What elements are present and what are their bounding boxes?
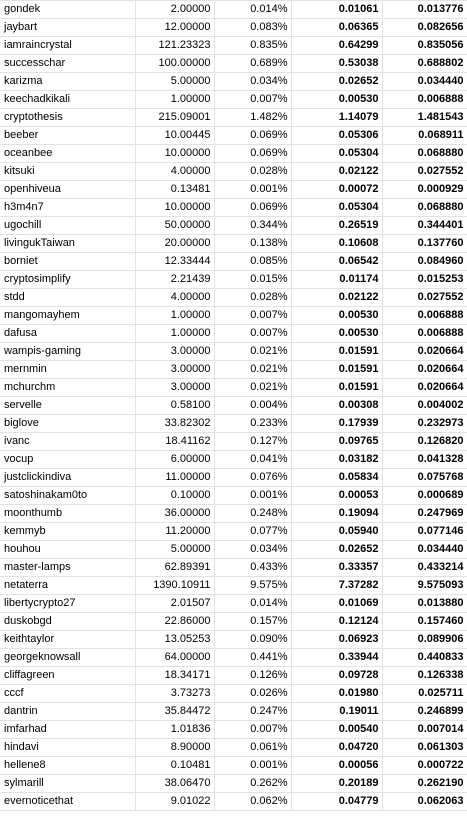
table-row	[0, 667, 467, 685]
cell-share[interactable]: 0.03182	[291, 451, 382, 469]
cell-percent[interactable]: 0.689%	[214, 55, 291, 73]
cell-percent[interactable]: 0.835%	[214, 37, 291, 55]
cell-share[interactable]: 0.01069	[291, 595, 382, 613]
cell-share-precise[interactable]: 0.433214	[382, 559, 467, 577]
cell-share-precise[interactable]: 0.126820	[382, 433, 467, 451]
cell-share-precise[interactable]: 0.835056	[382, 37, 467, 55]
cell-percent[interactable]: 0.077%	[214, 523, 291, 541]
cell-percent[interactable]: 0.247%	[214, 703, 291, 721]
cell-amount[interactable]: 0.10481	[135, 757, 214, 775]
cell-amount[interactable]: 1.00000	[135, 307, 214, 325]
cell-account[interactable]: keechadkikali	[0, 91, 135, 109]
table-row	[0, 289, 467, 307]
cell-amount[interactable]: 2.01507	[135, 595, 214, 613]
cell-account[interactable]: openhiveua	[0, 181, 135, 199]
cell-account[interactable]: moonthumb	[0, 505, 135, 523]
cell-amount[interactable]: 35.84472	[135, 703, 214, 721]
cell-percent[interactable]: 0.248%	[214, 505, 291, 523]
cell-percent[interactable]: 0.007%	[214, 307, 291, 325]
cell-share[interactable]: 0.05304	[291, 145, 382, 163]
cell-amount[interactable]: 1390.10911	[135, 577, 214, 595]
cell-amount[interactable]: 20.00000	[135, 235, 214, 253]
table-row	[0, 343, 467, 361]
cell-amount[interactable]: 1.00000	[135, 325, 214, 343]
cell-share[interactable]: 0.04720	[291, 739, 382, 757]
cell-share-precise[interactable]: 0.344401	[382, 217, 467, 235]
cell-share[interactable]: 0.06923	[291, 631, 382, 649]
cell-account[interactable]: libertycrypto27	[0, 595, 135, 613]
cell-amount[interactable]: 6.00000	[135, 451, 214, 469]
cell-share-precise[interactable]: 0.006888	[382, 325, 467, 343]
cell-account[interactable]: jaybart	[0, 19, 135, 37]
cell-amount[interactable]: 3.00000	[135, 343, 214, 361]
cell-amount[interactable]: 50.00000	[135, 217, 214, 235]
table-row	[0, 379, 467, 397]
cell-share[interactable]: 0.02652	[291, 73, 382, 91]
table-row	[0, 649, 467, 667]
table-row	[0, 145, 467, 163]
cell-amount[interactable]: 3.73273	[135, 685, 214, 703]
cell-share-precise[interactable]: 0.007014	[382, 721, 467, 739]
cell-amount[interactable]: 3.00000	[135, 379, 214, 397]
cell-account[interactable]: duskobgd	[0, 613, 135, 631]
table-row	[0, 577, 467, 595]
table-row	[0, 397, 467, 415]
cell-percent[interactable]: 0.083%	[214, 19, 291, 37]
cell-share[interactable]: 0.26519	[291, 217, 382, 235]
cell-percent[interactable]: 0.138%	[214, 235, 291, 253]
cell-amount[interactable]: 4.00000	[135, 289, 214, 307]
cell-share[interactable]: 0.00308	[291, 397, 382, 415]
cell-share-precise[interactable]: 0.020664	[382, 379, 467, 397]
table-row	[0, 487, 467, 505]
cell-percent[interactable]: 9.575%	[214, 577, 291, 595]
table-row	[0, 757, 467, 775]
cell-percent[interactable]: 0.021%	[214, 379, 291, 397]
cell-share-precise[interactable]: 0.000722	[382, 757, 467, 775]
cell-account[interactable]: kemmyb	[0, 523, 135, 541]
cell-account[interactable]: biglove	[0, 415, 135, 433]
table-row	[0, 469, 467, 487]
cell-amount[interactable]: 64.00000	[135, 649, 214, 667]
cell-percent[interactable]: 0.344%	[214, 217, 291, 235]
cell-percent[interactable]: 0.021%	[214, 361, 291, 379]
cell-account[interactable]: netaterra	[0, 577, 135, 595]
cell-account[interactable]: hellene8	[0, 757, 135, 775]
cell-share-precise[interactable]: 0.006888	[382, 91, 467, 109]
cell-account[interactable]: imfarhad	[0, 721, 135, 739]
cell-share-precise[interactable]: 0.020664	[382, 343, 467, 361]
cell-amount[interactable]: 22.86000	[135, 613, 214, 631]
cell-account[interactable]: cliffagreen	[0, 667, 135, 685]
cell-amount[interactable]: 0.10000	[135, 487, 214, 505]
cell-share[interactable]: 0.02122	[291, 289, 382, 307]
cell-amount[interactable]: 10.00000	[135, 199, 214, 217]
table-row	[0, 595, 467, 613]
table-row	[0, 253, 467, 271]
cell-account[interactable]: karizma	[0, 73, 135, 91]
table-row	[0, 433, 467, 451]
cell-share[interactable]: 0.01591	[291, 361, 382, 379]
cell-share[interactable]: 0.01591	[291, 379, 382, 397]
cell-account[interactable]: mchurchm	[0, 379, 135, 397]
table-row	[0, 721, 467, 739]
cell-share[interactable]: 0.02652	[291, 541, 382, 559]
cell-amount[interactable]: 5.00000	[135, 541, 214, 559]
cell-share[interactable]: 0.19094	[291, 505, 382, 523]
cell-amount[interactable]: 121.23323	[135, 37, 214, 55]
cell-percent[interactable]: 0.041%	[214, 451, 291, 469]
table-row	[0, 325, 467, 343]
cell-share[interactable]: 0.53038	[291, 55, 382, 73]
cell-percent[interactable]: 0.007%	[214, 721, 291, 739]
cell-share[interactable]: 1.14079	[291, 109, 382, 127]
cell-percent[interactable]: 0.026%	[214, 685, 291, 703]
table-row	[0, 217, 467, 235]
cell-amount[interactable]: 0.13481	[135, 181, 214, 199]
cell-share-precise[interactable]: 0.068880	[382, 145, 467, 163]
cell-amount[interactable]: 1.01836	[135, 721, 214, 739]
cell-account[interactable]: servelle	[0, 397, 135, 415]
cell-percent[interactable]: 0.014%	[214, 595, 291, 613]
cell-amount[interactable]: 4.00000	[135, 163, 214, 181]
cell-share[interactable]: 0.09728	[291, 667, 382, 685]
cell-share-precise[interactable]: 0.157460	[382, 613, 467, 631]
cell-share-precise[interactable]: 0.246899	[382, 703, 467, 721]
cell-share[interactable]: 0.05306	[291, 127, 382, 145]
cell-share[interactable]: 0.10608	[291, 235, 382, 253]
cell-account[interactable]: georgeknowsall	[0, 649, 135, 667]
cell-account[interactable]: houhou	[0, 541, 135, 559]
cell-account[interactable]: mernmin	[0, 361, 135, 379]
cell-percent[interactable]: 0.007%	[214, 325, 291, 343]
cell-amount[interactable]: 11.00000	[135, 469, 214, 487]
cell-account[interactable]: cryptothesis	[0, 109, 135, 127]
cell-share[interactable]: 0.00540	[291, 721, 382, 739]
cell-amount[interactable]: 11.20000	[135, 523, 214, 541]
cell-share[interactable]: 0.02122	[291, 163, 382, 181]
table-row	[0, 451, 467, 469]
table-row	[0, 541, 467, 559]
cell-account[interactable]: sylmarill	[0, 775, 135, 793]
spreadsheet-body	[0, 1, 467, 811]
cell-percent[interactable]: 0.007%	[214, 91, 291, 109]
table-row	[0, 505, 467, 523]
table-row	[0, 703, 467, 721]
cell-share[interactable]: 0.00056	[291, 757, 382, 775]
cell-share-precise[interactable]: 0.020664	[382, 361, 467, 379]
table-row	[0, 307, 467, 325]
table-row	[0, 73, 467, 91]
cell-share[interactable]: 0.64299	[291, 37, 382, 55]
table-row	[0, 559, 467, 577]
cell-share-precise[interactable]: 0.232973	[382, 415, 467, 433]
cell-share-precise[interactable]: 0.000689	[382, 487, 467, 505]
cell-percent[interactable]: 0.126%	[214, 667, 291, 685]
cell-account[interactable]: evernoticethat	[0, 793, 135, 811]
cell-share[interactable]: 0.20189	[291, 775, 382, 793]
cell-account[interactable]: iamraincrystal	[0, 37, 135, 55]
table-row	[0, 235, 467, 253]
cell-share[interactable]: 0.19011	[291, 703, 382, 721]
table-row	[0, 1, 467, 19]
table-row	[0, 613, 467, 631]
cell-share-precise[interactable]: 0.027552	[382, 163, 467, 181]
cell-percent[interactable]: 0.028%	[214, 289, 291, 307]
cell-amount[interactable]: 33.82302	[135, 415, 214, 433]
cell-account[interactable]: dafusa	[0, 325, 135, 343]
cell-share-precise[interactable]: 0.126338	[382, 667, 467, 685]
cell-percent[interactable]: 0.061%	[214, 739, 291, 757]
cell-percent[interactable]: 0.062%	[214, 793, 291, 811]
cell-share[interactable]: 0.01980	[291, 685, 382, 703]
cell-share[interactable]: 0.33357	[291, 559, 382, 577]
cell-share[interactable]: 0.00530	[291, 325, 382, 343]
cell-share-precise[interactable]: 0.688802	[382, 55, 467, 73]
table-row	[0, 199, 467, 217]
cell-share-precise[interactable]: 0.015253	[382, 271, 467, 289]
cell-share-precise[interactable]: 0.247969	[382, 505, 467, 523]
table-row	[0, 361, 467, 379]
cell-share[interactable]: 0.01061	[291, 1, 382, 19]
cell-share-precise[interactable]: 0.075768	[382, 469, 467, 487]
table-row	[0, 37, 467, 55]
cell-account[interactable]: livingukTaiwan	[0, 235, 135, 253]
cell-percent[interactable]: 0.001%	[214, 487, 291, 505]
table-row	[0, 127, 467, 145]
cell-share[interactable]: 0.05940	[291, 523, 382, 541]
cell-share-precise[interactable]: 0.013776	[382, 1, 467, 19]
table-row	[0, 181, 467, 199]
table-row	[0, 271, 467, 289]
cell-amount[interactable]: 215.09001	[135, 109, 214, 127]
cell-share-precise[interactable]: 0.077146	[382, 523, 467, 541]
cell-amount[interactable]: 13.05253	[135, 631, 214, 649]
cell-account[interactable]: cccf	[0, 685, 135, 703]
cell-amount[interactable]: 18.41162	[135, 433, 214, 451]
cell-account[interactable]: stdd	[0, 289, 135, 307]
cell-account[interactable]: kitsuki	[0, 163, 135, 181]
cell-percent[interactable]: 0.076%	[214, 469, 291, 487]
table-row	[0, 91, 467, 109]
cell-amount[interactable]: 3.00000	[135, 361, 214, 379]
cell-amount[interactable]: 36.00000	[135, 505, 214, 523]
table-row	[0, 739, 467, 757]
cell-account[interactable]: cryptosimplify	[0, 271, 135, 289]
cell-account[interactable]: dantrin	[0, 703, 135, 721]
cell-percent[interactable]: 0.021%	[214, 343, 291, 361]
cell-percent[interactable]: 0.069%	[214, 145, 291, 163]
cell-share-precise[interactable]: 0.089906	[382, 631, 467, 649]
table-row	[0, 19, 467, 37]
cell-share[interactable]: 7.37282	[291, 577, 382, 595]
cell-percent[interactable]: 0.433%	[214, 559, 291, 577]
cell-share-precise[interactable]: 0.027552	[382, 289, 467, 307]
cell-amount[interactable]: 0.58100	[135, 397, 214, 415]
cell-account[interactable]: keithtaylor	[0, 631, 135, 649]
cell-account[interactable]: successchar	[0, 55, 135, 73]
cell-percent[interactable]: 0.127%	[214, 433, 291, 451]
cell-amount[interactable]: 100.00000	[135, 55, 214, 73]
table-row	[0, 793, 467, 811]
cell-share-precise[interactable]: 0.084960	[382, 253, 467, 271]
table-row	[0, 163, 467, 181]
cell-share[interactable]: 0.05834	[291, 469, 382, 487]
cell-share-precise[interactable]: 0.068880	[382, 199, 467, 217]
cell-percent[interactable]: 0.015%	[214, 271, 291, 289]
cell-account[interactable]: vocup	[0, 451, 135, 469]
cell-share-precise[interactable]: 0.034440	[382, 541, 467, 559]
cell-share-precise[interactable]: 0.137760	[382, 235, 467, 253]
cell-account[interactable]: wampis-gaming	[0, 343, 135, 361]
cell-share[interactable]: 0.05304	[291, 199, 382, 217]
cell-percent[interactable]: 0.034%	[214, 73, 291, 91]
table-row	[0, 631, 467, 649]
cell-amount[interactable]: 9.01022	[135, 793, 214, 811]
cell-amount[interactable]: 10.00445	[135, 127, 214, 145]
cell-share-precise[interactable]: 0.000929	[382, 181, 467, 199]
cell-percent[interactable]: 0.262%	[214, 775, 291, 793]
cell-share-precise[interactable]: 9.575093	[382, 577, 467, 595]
cell-amount[interactable]: 1.00000	[135, 91, 214, 109]
cell-account[interactable]: borniet	[0, 253, 135, 271]
cell-percent[interactable]: 0.157%	[214, 613, 291, 631]
cell-share-precise[interactable]: 0.006888	[382, 307, 467, 325]
cell-percent[interactable]: 0.034%	[214, 541, 291, 559]
cell-amount[interactable]: 12.33444	[135, 253, 214, 271]
cell-amount[interactable]: 18.34171	[135, 667, 214, 685]
cell-amount[interactable]: 8.90000	[135, 739, 214, 757]
cell-account[interactable]: ivanc	[0, 433, 135, 451]
cell-account[interactable]: ugochill	[0, 217, 135, 235]
cell-amount[interactable]: 12.00000	[135, 19, 214, 37]
cell-percent[interactable]: 0.090%	[214, 631, 291, 649]
cell-percent[interactable]: 0.441%	[214, 649, 291, 667]
cell-share-precise[interactable]: 0.004002	[382, 397, 467, 415]
cell-account[interactable]: oceanbee	[0, 145, 135, 163]
cell-share-precise[interactable]: 0.061303	[382, 739, 467, 757]
table-row	[0, 775, 467, 793]
table-row	[0, 55, 467, 73]
cell-share[interactable]: 0.12124	[291, 613, 382, 631]
cell-amount[interactable]: 5.00000	[135, 73, 214, 91]
cell-account[interactable]: h3m4n7	[0, 199, 135, 217]
cell-account[interactable]: satoshinakam0to	[0, 487, 135, 505]
cell-share[interactable]: 0.00530	[291, 91, 382, 109]
cell-share-precise[interactable]: 0.068911	[382, 127, 467, 145]
cell-account[interactable]: mangomayhem	[0, 307, 135, 325]
table-row	[0, 523, 467, 541]
table-row	[0, 685, 467, 703]
cell-amount[interactable]: 10.00000	[135, 145, 214, 163]
cell-percent[interactable]: 0.001%	[214, 757, 291, 775]
cell-share-precise[interactable]: 0.062063	[382, 793, 467, 811]
cell-amount[interactable]: 2.00000	[135, 1, 214, 19]
cell-amount[interactable]: 38.06470	[135, 775, 214, 793]
table-row	[0, 415, 467, 433]
cell-share-precise[interactable]: 0.025711	[382, 685, 467, 703]
cell-percent[interactable]: 0.069%	[214, 127, 291, 145]
cell-account[interactable]: justclickindiva	[0, 469, 135, 487]
cell-percent[interactable]: 0.014%	[214, 1, 291, 19]
cell-amount[interactable]: 62.89391	[135, 559, 214, 577]
cell-share[interactable]: 0.09765	[291, 433, 382, 451]
cell-share[interactable]: 0.01591	[291, 343, 382, 361]
cell-share[interactable]: 0.00053	[291, 487, 382, 505]
cell-share[interactable]: 0.06542	[291, 253, 382, 271]
cell-percent[interactable]: 0.028%	[214, 163, 291, 181]
cell-percent[interactable]: 0.001%	[214, 181, 291, 199]
cell-percent[interactable]: 0.233%	[214, 415, 291, 433]
cell-share[interactable]: 0.01174	[291, 271, 382, 289]
cell-share[interactable]: 0.00530	[291, 307, 382, 325]
cell-account[interactable]: beeber	[0, 127, 135, 145]
cell-share-precise[interactable]: 0.041328	[382, 451, 467, 469]
cell-share-precise[interactable]: 0.034440	[382, 73, 467, 91]
cell-share-precise[interactable]: 0.262190	[382, 775, 467, 793]
cell-share[interactable]: 0.06365	[291, 19, 382, 37]
table-row	[0, 109, 467, 127]
cell-account[interactable]: gondek	[0, 1, 135, 19]
cell-share-precise[interactable]: 0.440833	[382, 649, 467, 667]
cell-percent[interactable]: 0.004%	[214, 397, 291, 415]
cell-share[interactable]: 0.33944	[291, 649, 382, 667]
cell-account[interactable]: master-lamps	[0, 559, 135, 577]
cell-share[interactable]: 0.17939	[291, 415, 382, 433]
cell-amount[interactable]: 2.21439	[135, 271, 214, 289]
cell-percent[interactable]: 1.482%	[214, 109, 291, 127]
cell-share[interactable]: 0.00072	[291, 181, 382, 199]
cell-percent[interactable]: 0.069%	[214, 199, 291, 217]
cell-share-precise[interactable]: 1.481543	[382, 109, 467, 127]
cell-percent[interactable]: 0.085%	[214, 253, 291, 271]
cell-share-precise[interactable]: 0.013880	[382, 595, 467, 613]
cell-share[interactable]: 0.04779	[291, 793, 382, 811]
cell-share-precise[interactable]: 0.082656	[382, 19, 467, 37]
cell-account[interactable]: hindavi	[0, 739, 135, 757]
